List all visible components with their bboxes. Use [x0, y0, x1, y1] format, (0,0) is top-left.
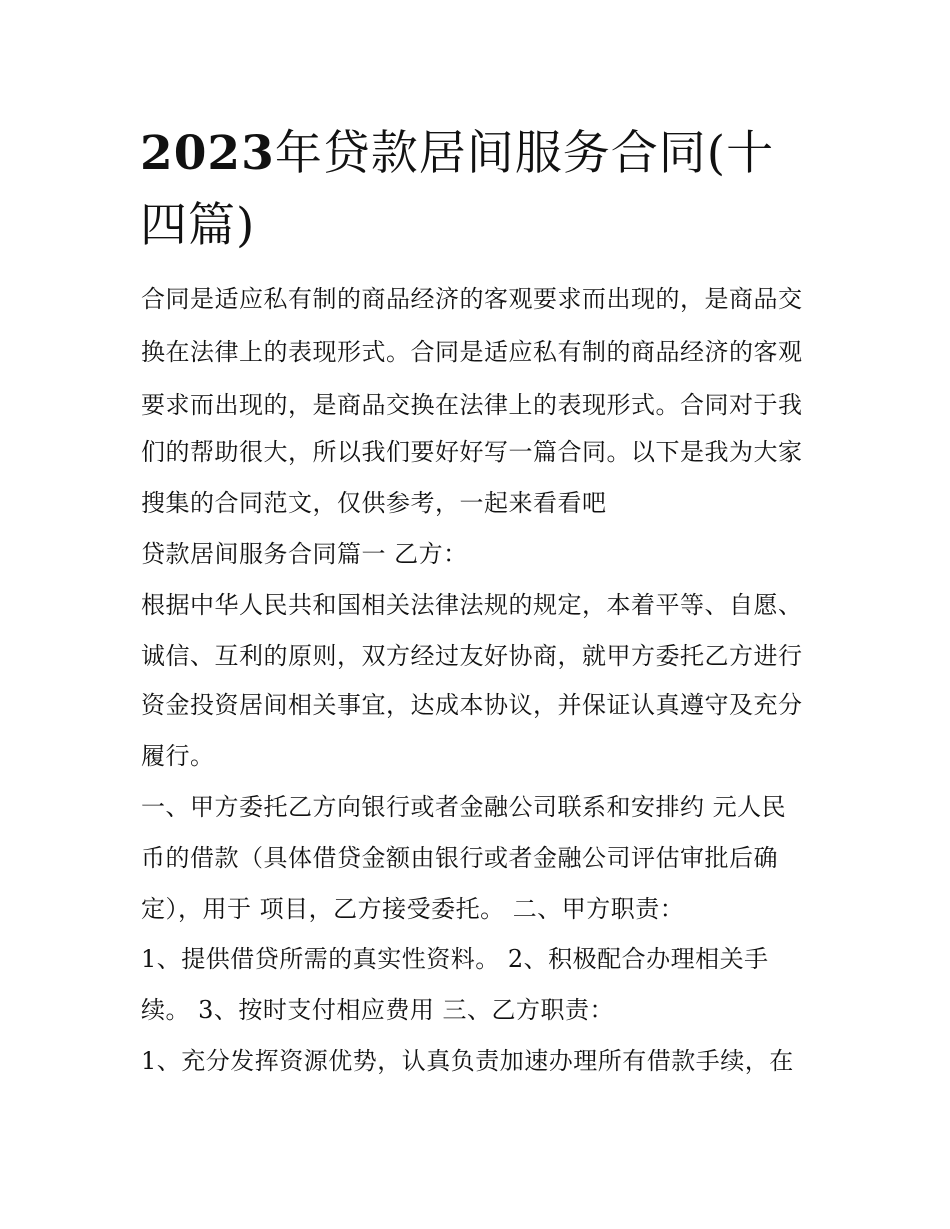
- body-line: 定），用于 项目，乙方接受委托。 二、甲方职责：: [141, 895, 685, 923]
- body-line: 换在法律上的表现形式。合同是适应私有制的商品经济的客观: [141, 338, 803, 366]
- body-line: 币的借款（具体借贷金额由银行或者金融公司评估审批后确: [141, 844, 778, 872]
- body-line: 根据中华人民共和国相关法律法规的规定，本着平等、自愿、: [141, 591, 803, 619]
- body-line: 们的帮助很大，所以我们要好好写一篇合同。以下是我为大家: [141, 438, 803, 466]
- body-line: 履行。: [141, 742, 215, 770]
- body-line: 1、充分发挥资源优势，认真负责加速办理所有借款手续，在: [141, 1047, 794, 1075]
- body-line: 要求而出现的，是商品交换在法律上的表现形式。合同对于我: [141, 391, 803, 419]
- title-line1-text: 年贷款居间服务合同(十: [274, 126, 775, 181]
- body-line: 续。 3、按时支付相应费用 三、乙方职责：: [141, 996, 615, 1024]
- body-line: 1、提供借贷所需的真实性资料。 2、积极配合办理相关手: [141, 945, 769, 973]
- title-line2-text: 四篇): [140, 198, 256, 253]
- title-year: 2023: [140, 126, 275, 181]
- body-line: 搜集的合同范文，仅供参考，一起来看看吧: [141, 489, 607, 517]
- body-line: 诚信、互利的原则，双方经过友好协商，就甲方委托乙方进行: [141, 642, 803, 670]
- body-line: 一、甲方委托乙方向银行或者金融公司联系和安排约 元人民: [141, 793, 787, 821]
- document-title: [140, 118, 820, 262]
- body-line: 合同是适应私有制的商品经济的客观要求而出现的，是商品交: [141, 285, 803, 313]
- body-line: 资金投资居间相关事宜，达成本协议，并保证认真遵守及充分: [141, 691, 803, 719]
- section-heading: 贷款居间服务合同篇一 乙方：: [141, 540, 468, 568]
